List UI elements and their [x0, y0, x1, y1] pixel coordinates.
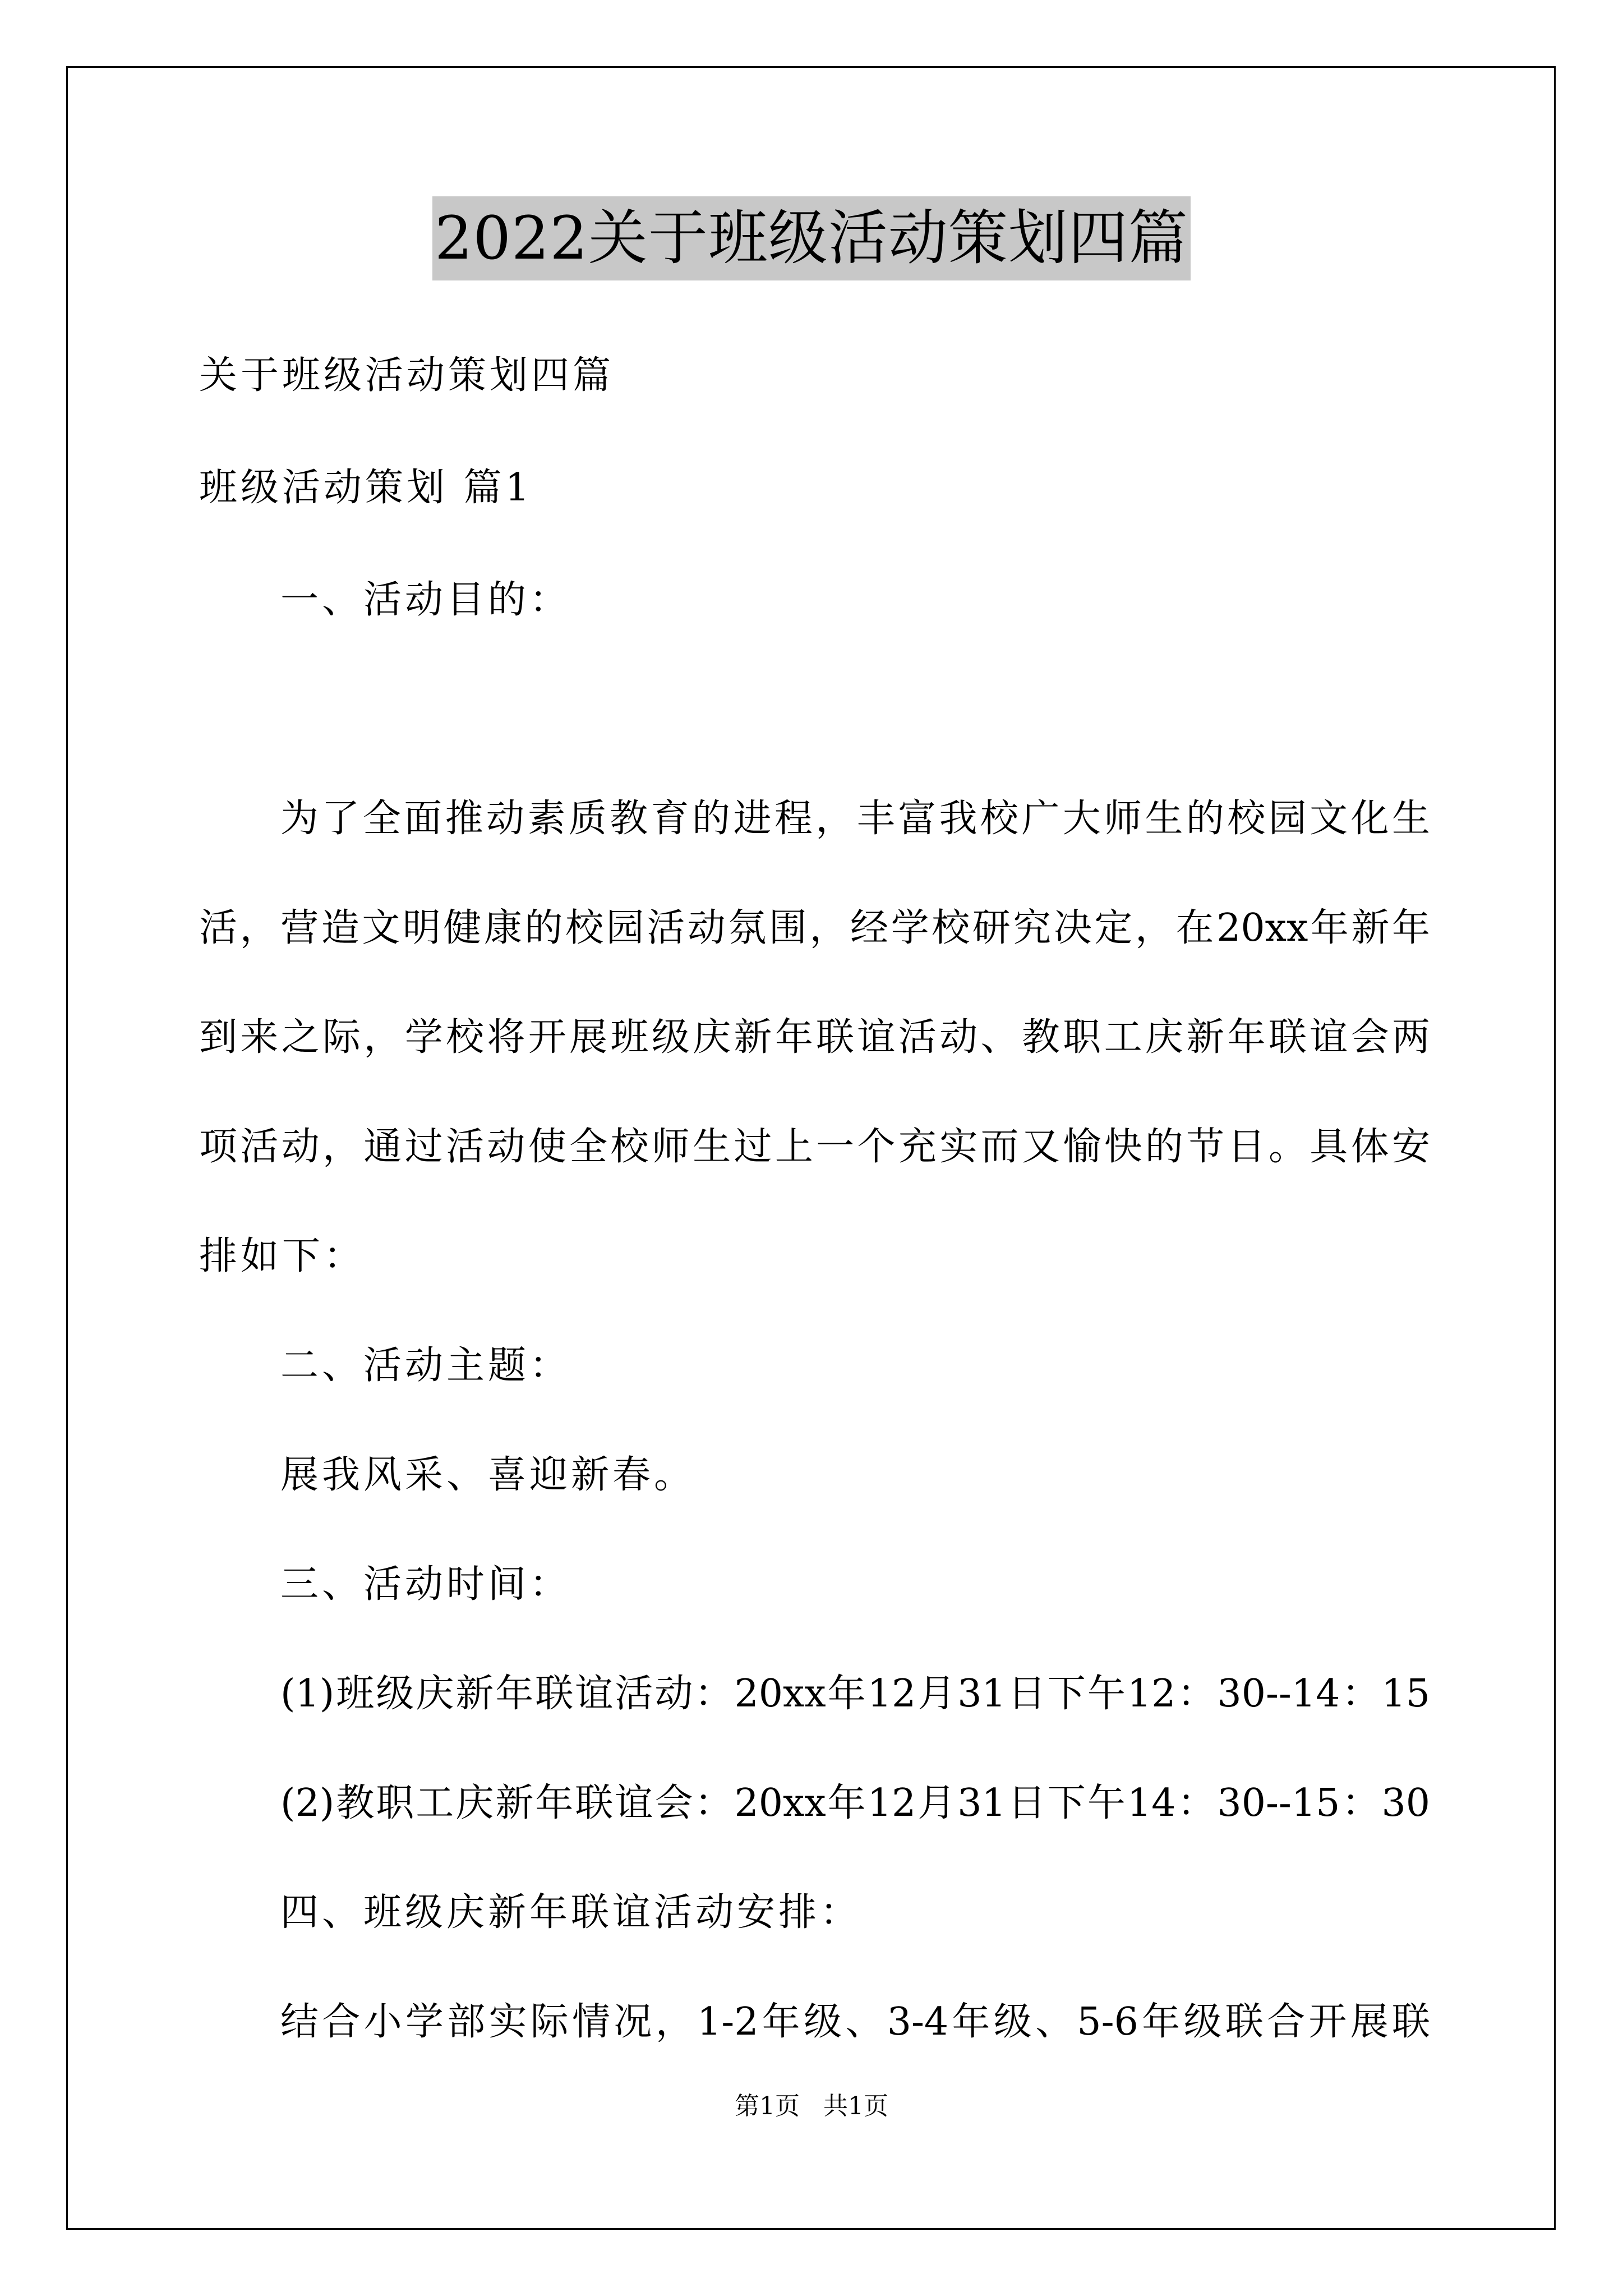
paragraph: 结合小学部实际情况，1-2年级、3-4年级、5-6年级联合开展联 [280, 2000, 1430, 2044]
paragraph: (2)教职工庆新年联谊会：20xx年12月31日下午14：30--15：30 [280, 1781, 1430, 1825]
page-total: 共1页 [823, 2092, 888, 2120]
page-number: 第1页 [735, 2092, 800, 2120]
section-heading: 班级活动策划 篇1 [199, 466, 533, 510]
paragraph: 活，营造文明健康的校园活动氛围，经学校研究决定，在20xx年新年 [199, 906, 1430, 950]
paragraph: 到来之际，学校将开展班级庆新年联谊活动、教职工庆新年联谊会两 [199, 1015, 1430, 1060]
subtitle: 关于班级活动策划四篇 [199, 353, 615, 398]
paragraph: 四、班级庆新年联谊活动安排： [280, 1890, 862, 1935]
paragraph: (1)班级庆新年联谊活动：20xx年12月31日下午12：30--14：15 [280, 1672, 1430, 1716]
page-footer [0, 2090, 1623, 2123]
title-container [0, 196, 1623, 280]
paragraph: 项活动，通过活动使全校师生过上一个充实而又愉快的节日。具体安 [199, 1125, 1430, 1169]
paragraph: 展我风采、喜迎新春。 [280, 1453, 696, 1497]
paragraph: 一、活动目的： [280, 578, 571, 622]
paragraph: 三、活动时间： [280, 1562, 571, 1607]
paragraph: 为了全面推动素质教育的进程，丰富我校广大师生的校园文化生 [280, 797, 1430, 841]
paragraph: 排如下： [199, 1234, 366, 1278]
paragraph: 二、活动主题： [280, 1343, 571, 1388]
document-title: 2022关于班级活动策划四篇 [432, 196, 1191, 280]
